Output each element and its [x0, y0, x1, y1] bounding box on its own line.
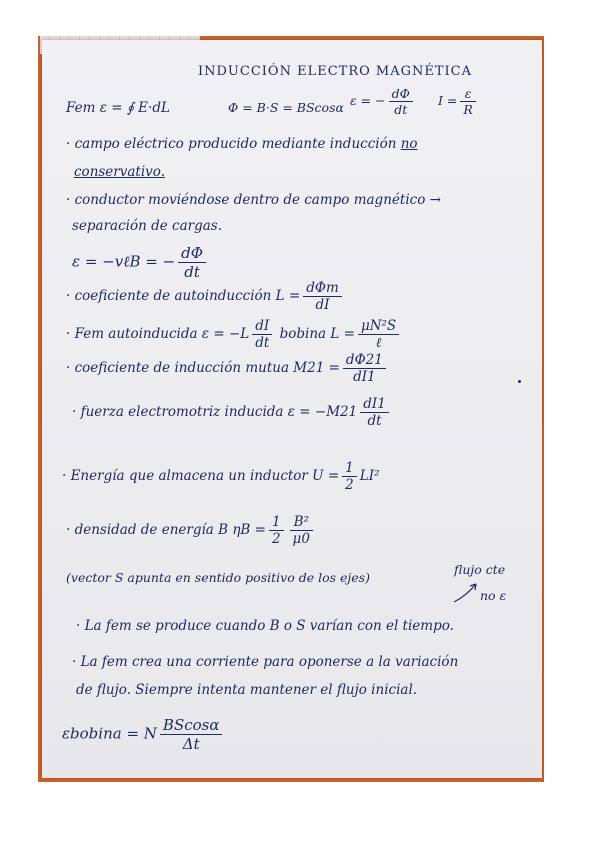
note-emf-opposes: · La fem crea una corriente para oponerse a la variación	[72, 654, 459, 670]
page-title: INDUCCIÓN ELECTRO MAGNÉTICA	[198, 64, 472, 79]
note-keep-flux: de flujo. Siempre intenta mantener el flujo inicial.	[76, 682, 418, 698]
note-constant-flux: flujo cte	[454, 562, 506, 577]
note-charge-separation: separación de cargas.	[72, 218, 222, 234]
flux-definition: Φ = B·S = BScosα	[228, 100, 344, 115]
induced-emf-mutual: · fuerza electromotriz inducida ε = −M21 $\frac{dI1}{dt}$	[72, 396, 392, 429]
self-induced-emf: · Fem autoinducida ε = −L $\frac{dI}{dt}$ bobina L = $\frac{\text{μN²S}}{\text{ℓ}}$	[66, 318, 402, 351]
energy-density: · densidad de energía B ηB = $\frac{1}{2}$ $\frac{\text{B²}}{\mu 0}$	[66, 514, 316, 547]
note-emf-produced: · La fem se produce cuando B o S varían con el tiempo.	[76, 618, 454, 634]
note-non-conservative: conservativo.	[74, 164, 165, 180]
self-inductance-coefficient: · coeficiente de autoinducción L = $\frac{\text{dΦm}}{dI}$	[66, 280, 345, 313]
inductor-energy: · Energía que almacena un inductor U = $\frac{1}{2}$ LI²	[62, 460, 380, 493]
faraday-law: ε = − $\frac{d\Phi}{dt}$	[350, 86, 416, 117]
ink-dot	[518, 380, 521, 383]
note-moving-conductor: · conductor moviéndose dentro de campo magnético →	[66, 192, 441, 208]
note-electric-field: · campo eléctrico producido mediante inducción no	[66, 136, 418, 152]
mutual-inductance: · coeficiente de inducción mutua M21 = $\frac{d\Phi 21}{dI1}$	[66, 352, 389, 385]
note-no-emf: no ε	[480, 588, 507, 603]
motional-emf: ε = −vℓB = − $\frac{d\Phi}{dt}$	[72, 244, 209, 281]
arrow-icon	[452, 580, 482, 604]
coil-emf: εbobina = N $\frac{BScos\alpha}{\Delta t}$	[62, 716, 225, 753]
fem-definition: Fem ε = ∮ E·dL	[66, 100, 170, 116]
notebook-page	[42, 40, 542, 778]
ohm-law: I = $\frac{\varepsilon}{R}$	[438, 86, 479, 117]
note-vector-s: (vector S apunta en sentido positivo de los ejes)	[66, 570, 370, 585]
